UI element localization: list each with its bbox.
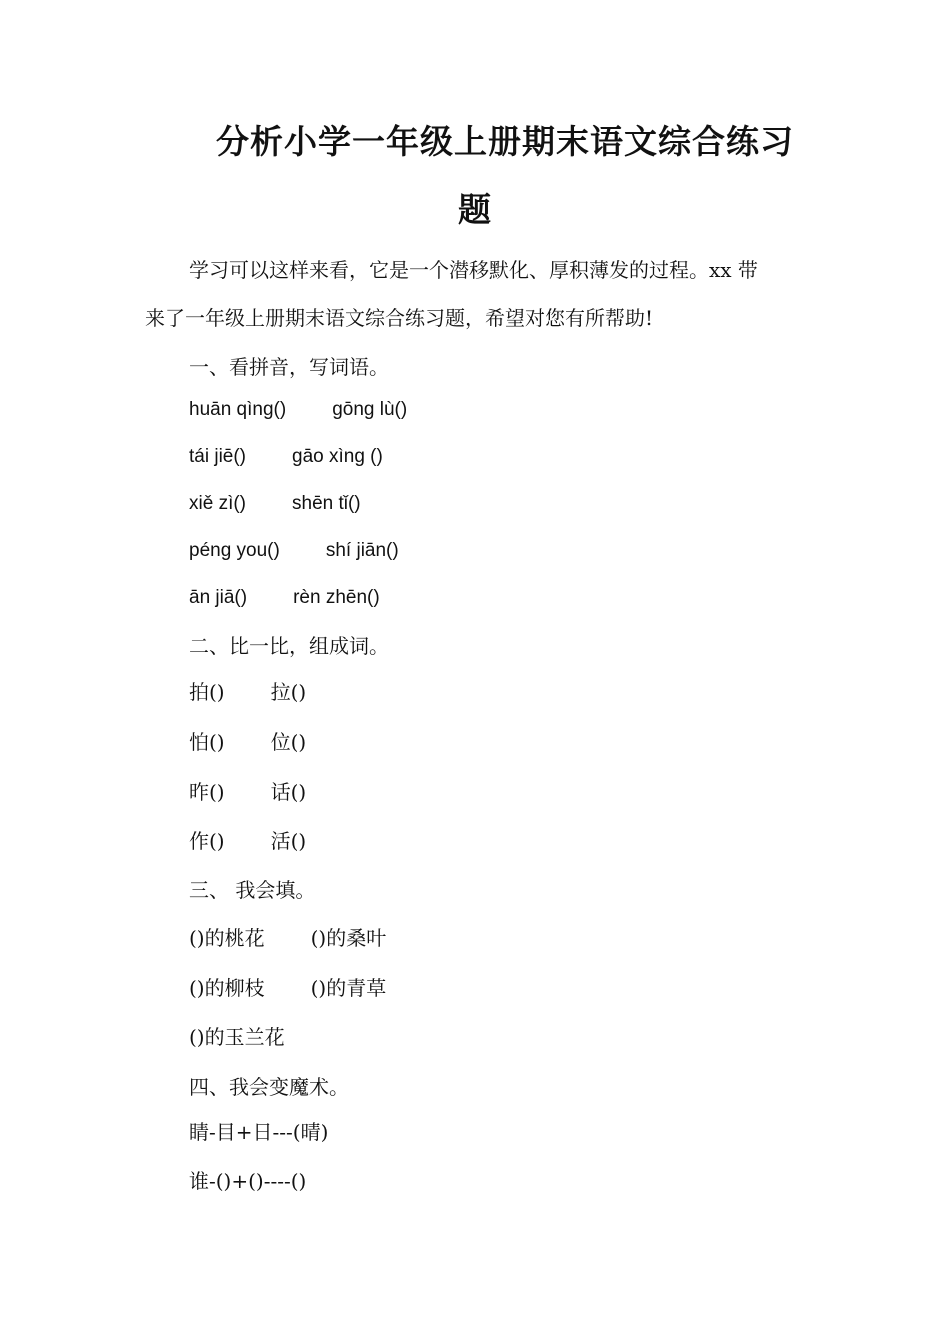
pinyin-row <box>189 539 399 563</box>
pinyin-item: shí jiān() <box>325 540 399 561</box>
magic-row: 谁-()+()----() <box>189 1169 307 1193</box>
compare-item: 怕() <box>189 730 225 754</box>
document-title-line-2: 题 <box>458 190 492 229</box>
compare-item: 拉() <box>270 680 307 704</box>
pinyin-item: gōng lù() <box>332 399 408 420</box>
fill-item: ()的青草 <box>310 976 387 1000</box>
compare-row <box>189 680 306 704</box>
document-title-line-1: 分析小学一年级上册期末语文综合练习 <box>216 122 794 161</box>
pinyin-item: tái jiē() <box>189 446 247 467</box>
pinyin-row <box>189 492 361 516</box>
pinyin-item: gāo xìng () <box>292 446 383 467</box>
pinyin-item: péng you() <box>189 540 280 561</box>
compare-item: 作() <box>189 829 225 853</box>
pinyin-item: rèn zhēn() <box>293 587 380 608</box>
pinyin-item: huān qìng() <box>189 399 287 420</box>
fill-item: ()的桑叶 <box>310 926 387 950</box>
fill-row <box>189 1025 285 1049</box>
fill-row <box>189 976 386 1000</box>
compare-row <box>189 829 306 853</box>
fill-item: ()的玉兰花 <box>189 1025 285 1049</box>
compare-item: 话() <box>270 780 307 804</box>
compare-item: 昨() <box>189 780 225 804</box>
pinyin-row <box>189 398 407 422</box>
compare-item: 拍() <box>189 680 225 704</box>
compare-row <box>189 780 306 804</box>
section-2-heading: 二、比一比，组成词。 <box>189 634 389 658</box>
pinyin-item: ān jiā() <box>189 587 248 608</box>
pinyin-row <box>189 445 383 469</box>
pinyin-item: shēn tǐ() <box>292 493 361 514</box>
section-1-heading: 一、看拼音，写词语。 <box>189 355 389 379</box>
intro-line-1: 学习可以这样来看，它是一个潜移默化、厚积薄发的过程。xx 带 <box>189 258 758 282</box>
magic-row: 睛-目+日---(晴) <box>189 1120 329 1144</box>
fill-item: ()的桃花 <box>189 926 265 950</box>
pinyin-row <box>189 586 380 610</box>
compare-item: 活() <box>270 829 307 853</box>
compare-row <box>189 730 306 754</box>
intro-line-2: 来了一年级上册期末语文综合练习题，希望对您有所帮助! <box>145 306 654 330</box>
section-4-heading: 四、我会变魔术。 <box>189 1075 349 1099</box>
fill-row <box>189 926 386 950</box>
pinyin-item: xiě zì() <box>189 493 246 514</box>
fill-item: ()的柳枝 <box>189 976 265 1000</box>
compare-item: 位() <box>270 730 307 754</box>
section-3-heading: 三、 我会填。 <box>189 878 316 902</box>
